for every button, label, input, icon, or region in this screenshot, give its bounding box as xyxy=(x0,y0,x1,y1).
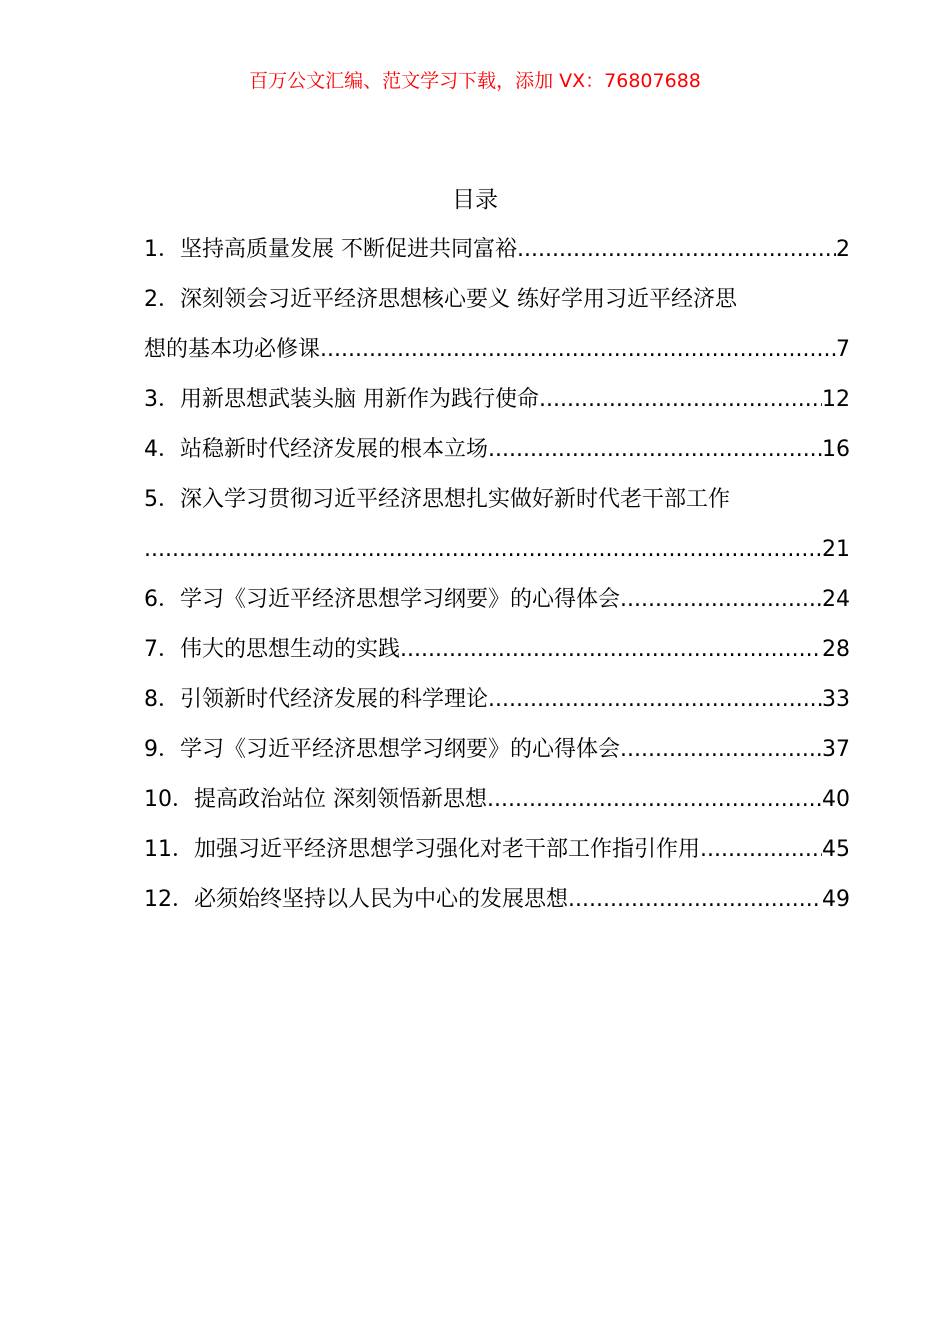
toc-leader xyxy=(620,582,822,618)
toc-entry[interactable] xyxy=(144,732,850,782)
toc-entry-page: 33 xyxy=(822,687,850,712)
toc-entry-page: 40 xyxy=(822,787,850,812)
toc-leader xyxy=(620,732,822,768)
toc-entry-page: 45 xyxy=(822,837,850,862)
toc-entry[interactable] xyxy=(144,382,850,432)
toc-entry-page: 21 xyxy=(822,537,850,562)
toc-entry-line1[interactable]: 2．深刻领会习近平经济思想核心要义 练好学用习近平经济思 xyxy=(144,287,737,312)
toc-entry-label: 3．用新思想武装头脑 用新作为践行使命 xyxy=(144,387,539,412)
toc-entry[interactable] xyxy=(144,832,850,882)
toc-entry[interactable] xyxy=(144,682,850,732)
toc-leader xyxy=(700,832,822,868)
toc-entry-label: 1．坚持高质量发展 不断促进共同富裕 xyxy=(144,237,517,262)
toc-leader xyxy=(517,232,836,268)
toc-entry[interactable] xyxy=(144,582,850,632)
toc-entry-page: 16 xyxy=(822,437,850,462)
toc-entry-page: 28 xyxy=(822,637,850,662)
toc-entry-label: 12．必须始终坚持以人民为中心的发展思想 xyxy=(144,887,568,912)
toc-entry-label: 10．提高政治站位 深刻领悟新思想 xyxy=(144,787,487,812)
toc-leader xyxy=(539,382,822,418)
toc-leader xyxy=(488,432,822,468)
toc-entry-line1[interactable]: 5．深入学习贯彻习近平经济思想扎实做好新时代老干部工作 xyxy=(144,487,730,512)
toc-entry[interactable] xyxy=(144,782,850,832)
toc-entry-page: 12 xyxy=(822,387,850,412)
toc-entry-label: 4．站稳新时代经济发展的根本立场 xyxy=(144,437,488,462)
toc-leader xyxy=(320,332,836,368)
toc-entry[interactable] xyxy=(144,532,850,582)
toc-entry-label: 11．加强习近平经济思想学习强化对老干部工作指引作用 xyxy=(144,837,700,862)
toc-entry-label: 想的基本功必修课 xyxy=(144,337,321,362)
toc-title: 目录 xyxy=(452,187,498,213)
toc-entry-page: 2 xyxy=(836,237,850,262)
toc-entry-label: 8．引领新时代经济发展的科学理论 xyxy=(144,687,488,712)
toc-entry[interactable] xyxy=(144,232,850,282)
toc-leader xyxy=(144,532,822,568)
toc-leader xyxy=(400,632,822,668)
toc-leader xyxy=(568,882,822,918)
toc-entry-page: 37 xyxy=(822,737,850,762)
toc-leader xyxy=(487,782,822,818)
toc-entry[interactable] xyxy=(144,632,850,682)
toc-entry[interactable] xyxy=(144,882,850,932)
toc-entry-label: 6．学习《习近平经济思想学习纲要》的心得体会 xyxy=(144,587,620,612)
toc-entry-page: 7 xyxy=(836,337,850,362)
toc-entry[interactable] xyxy=(144,332,850,382)
table-of-contents xyxy=(144,232,850,932)
toc-entry-label: 9．学习《习近平经济思想学习纲要》的心得体会 xyxy=(144,737,620,762)
toc-entry[interactable] xyxy=(144,432,850,482)
toc-entry-page: 49 xyxy=(822,887,850,912)
header-note: 百万公文汇编、范文学习下载，添加 VX：76807688 xyxy=(249,70,701,92)
toc-entry-page: 24 xyxy=(822,587,850,612)
toc-leader xyxy=(488,682,822,718)
toc-entry-label: 7．伟大的思想生动的实践 xyxy=(144,637,400,662)
